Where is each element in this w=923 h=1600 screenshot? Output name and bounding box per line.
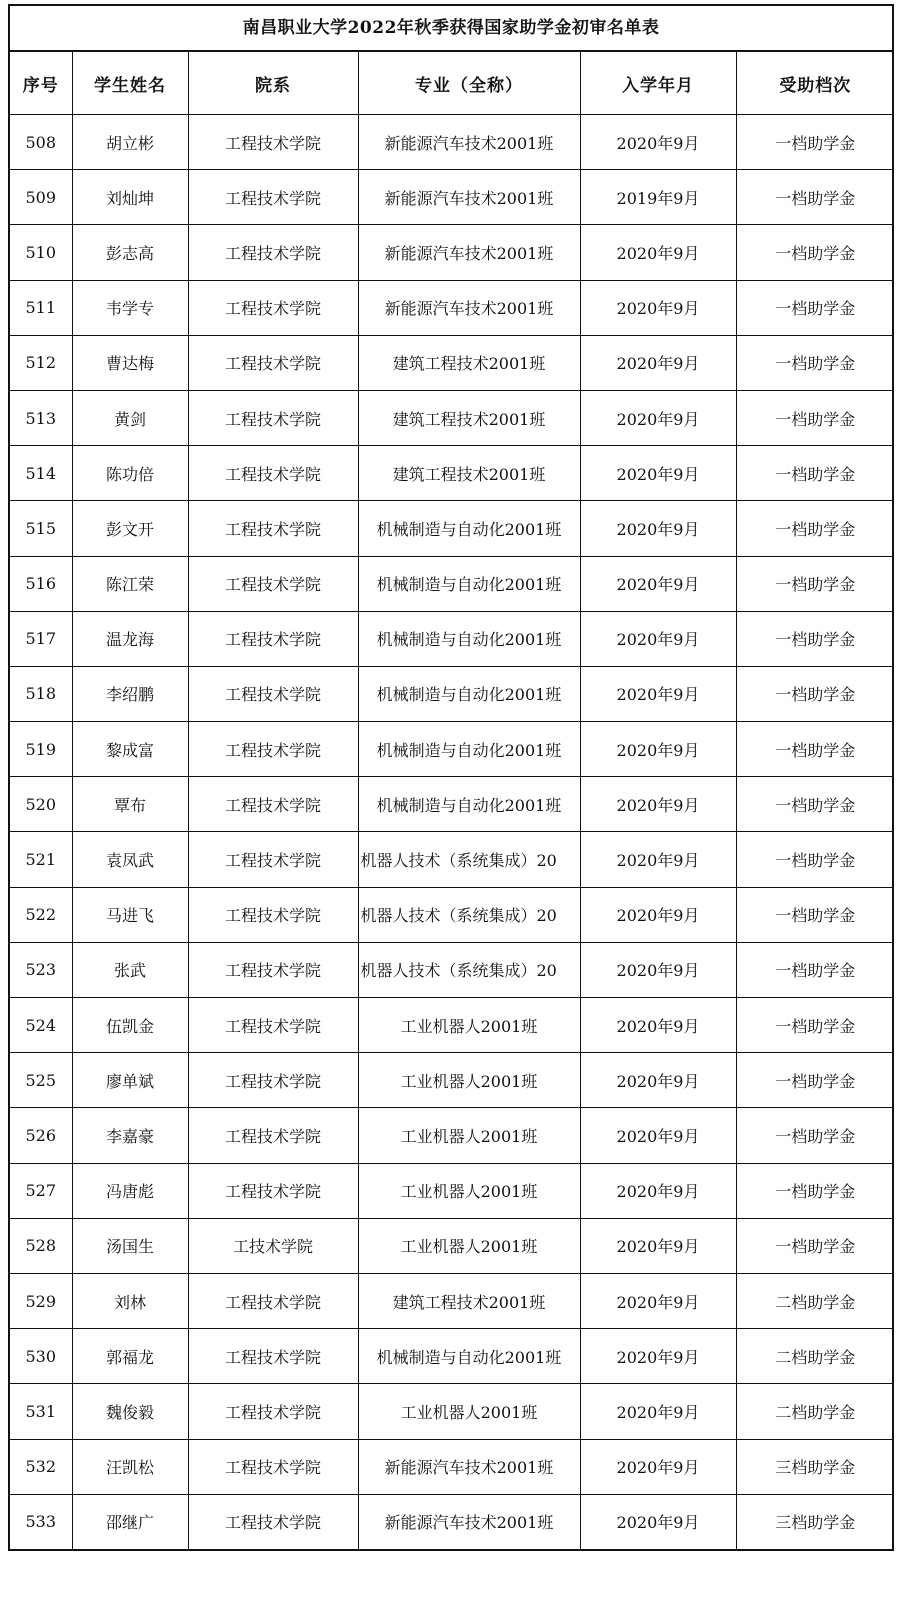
cell-enrollment-date: 2020年9月 xyxy=(580,115,736,170)
cell-student-name: 覃布 xyxy=(72,777,188,832)
cell-major: 机械制造与自动化2001班 xyxy=(358,556,580,611)
cell-department: 工程技术学院 xyxy=(188,1439,358,1494)
cell-department: 工程技术学院 xyxy=(188,501,358,556)
cell-index: 523 xyxy=(10,942,72,997)
cell-major: 建筑工程技术2001班 xyxy=(358,1273,580,1328)
cell-index: 529 xyxy=(10,1273,72,1328)
cell-index: 521 xyxy=(10,832,72,887)
cell-student-name: 彭文开 xyxy=(72,501,188,556)
cell-grant-level: 一档助学金 xyxy=(736,170,894,225)
table-row xyxy=(10,722,894,777)
cell-grant-level: 一档助学金 xyxy=(736,1218,894,1273)
cell-grant-level: 一档助学金 xyxy=(736,777,894,832)
cell-index: 509 xyxy=(10,170,72,225)
header-student-name: 学生姓名 xyxy=(72,52,188,115)
cell-enrollment-date: 2020年9月 xyxy=(580,942,736,997)
table-row xyxy=(10,280,894,335)
header-enrollment-date: 入学年月 xyxy=(580,52,736,115)
cell-grant-level: 二档助学金 xyxy=(736,1273,894,1328)
table-row xyxy=(10,556,894,611)
cell-major: 机械制造与自动化2001班 xyxy=(358,501,580,556)
cell-grant-level: 三档助学金 xyxy=(736,1494,894,1549)
roster-body xyxy=(10,115,894,1549)
cell-department: 工程技术学院 xyxy=(188,556,358,611)
document-title: 南昌职业大学2022年秋季获得国家助学金初审名单表 xyxy=(10,6,892,52)
cell-student-name: 张武 xyxy=(72,942,188,997)
cell-major: 机械制造与自动化2001班 xyxy=(358,611,580,666)
cell-grant-level: 一档助学金 xyxy=(736,1053,894,1108)
grant-roster-table xyxy=(10,52,894,1549)
cell-enrollment-date: 2020年9月 xyxy=(580,1108,736,1163)
table-row xyxy=(10,611,894,666)
cell-index: 513 xyxy=(10,390,72,445)
cell-enrollment-date: 2020年9月 xyxy=(580,1273,736,1328)
cell-major: 机械制造与自动化2001班 xyxy=(358,722,580,777)
cell-enrollment-date: 2020年9月 xyxy=(580,501,736,556)
table-row xyxy=(10,1218,894,1273)
table-row xyxy=(10,115,894,170)
cell-index: 518 xyxy=(10,666,72,721)
cell-enrollment-date: 2020年9月 xyxy=(580,280,736,335)
cell-grant-level: 一档助学金 xyxy=(736,390,894,445)
cell-department: 工程技术学院 xyxy=(188,1273,358,1328)
cell-major: 新能源汽车技术2001班 xyxy=(358,170,580,225)
cell-index: 515 xyxy=(10,501,72,556)
cell-student-name: 李绍鹏 xyxy=(72,666,188,721)
cell-grant-level: 一档助学金 xyxy=(736,942,894,997)
cell-major: 工业机器人2001班 xyxy=(358,1384,580,1439)
cell-index: 530 xyxy=(10,1329,72,1384)
cell-grant-level: 一档助学金 xyxy=(736,280,894,335)
cell-enrollment-date: 2020年9月 xyxy=(580,1439,736,1494)
table-row xyxy=(10,666,894,721)
cell-index: 520 xyxy=(10,777,72,832)
cell-grant-level: 一档助学金 xyxy=(736,225,894,280)
cell-student-name: 袁凤武 xyxy=(72,832,188,887)
cell-index: 511 xyxy=(10,280,72,335)
cell-enrollment-date: 2020年9月 xyxy=(580,390,736,445)
cell-enrollment-date: 2020年9月 xyxy=(580,611,736,666)
cell-department: 工程技术学院 xyxy=(188,225,358,280)
cell-enrollment-date: 2020年9月 xyxy=(580,1053,736,1108)
cell-major: 机械制造与自动化2001班 xyxy=(358,1329,580,1384)
cell-major: 建筑工程技术2001班 xyxy=(358,446,580,501)
cell-grant-level: 二档助学金 xyxy=(736,1384,894,1439)
cell-grant-level: 一档助学金 xyxy=(736,832,894,887)
cell-major: 新能源汽车技术2001班 xyxy=(358,115,580,170)
cell-index: 514 xyxy=(10,446,72,501)
cell-enrollment-date: 2020年9月 xyxy=(580,1218,736,1273)
cell-index: 531 xyxy=(10,1384,72,1439)
cell-department: 工程技术学院 xyxy=(188,446,358,501)
cell-department: 工程技术学院 xyxy=(188,1384,358,1439)
cell-grant-level: 一档助学金 xyxy=(736,501,894,556)
cell-grant-level: 一档助学金 xyxy=(736,666,894,721)
cell-grant-level: 三档助学金 xyxy=(736,1439,894,1494)
cell-student-name: 温龙海 xyxy=(72,611,188,666)
cell-enrollment-date: 2020年9月 xyxy=(580,722,736,777)
cell-enrollment-date: 2020年9月 xyxy=(580,1494,736,1549)
cell-department: 工程技术学院 xyxy=(188,998,358,1053)
cell-index: 525 xyxy=(10,1053,72,1108)
cell-student-name: 魏俊毅 xyxy=(72,1384,188,1439)
table-row xyxy=(10,1163,894,1218)
cell-grant-level: 一档助学金 xyxy=(736,1163,894,1218)
table-row xyxy=(10,1273,894,1328)
cell-department: 工程技术学院 xyxy=(188,115,358,170)
cell-student-name: 伍凯金 xyxy=(72,998,188,1053)
cell-enrollment-date: 2020年9月 xyxy=(580,1384,736,1439)
table-row xyxy=(10,1108,894,1163)
cell-grant-level: 一档助学金 xyxy=(736,998,894,1053)
cell-grant-level: 一档助学金 xyxy=(736,115,894,170)
cell-index: 533 xyxy=(10,1494,72,1549)
cell-department: 工技术学院 xyxy=(188,1218,358,1273)
cell-department: 工程技术学院 xyxy=(188,832,358,887)
cell-major: 建筑工程技术2001班 xyxy=(358,390,580,445)
cell-student-name: 郭福龙 xyxy=(72,1329,188,1384)
cell-department: 工程技术学院 xyxy=(188,1053,358,1108)
table-row xyxy=(10,1329,894,1384)
cell-grant-level: 一档助学金 xyxy=(736,446,894,501)
cell-enrollment-date: 2020年9月 xyxy=(580,998,736,1053)
table-row xyxy=(10,1053,894,1108)
cell-student-name: 汪凯松 xyxy=(72,1439,188,1494)
cell-index: 517 xyxy=(10,611,72,666)
table-row xyxy=(10,832,894,887)
cell-major: 机器人技术（系统集成）20 xyxy=(358,942,580,997)
cell-student-name: 曹达梅 xyxy=(72,335,188,390)
cell-student-name: 陈江荣 xyxy=(72,556,188,611)
cell-grant-level: 一档助学金 xyxy=(736,611,894,666)
cell-enrollment-date: 2020年9月 xyxy=(580,225,736,280)
cell-student-name: 廖单斌 xyxy=(72,1053,188,1108)
cell-department: 工程技术学院 xyxy=(188,887,358,942)
cell-enrollment-date: 2020年9月 xyxy=(580,1163,736,1218)
cell-grant-level: 二档助学金 xyxy=(736,1329,894,1384)
cell-department: 工程技术学院 xyxy=(188,335,358,390)
roster-sheet xyxy=(8,4,894,1551)
cell-student-name: 邵继广 xyxy=(72,1494,188,1549)
cell-student-name: 刘林 xyxy=(72,1273,188,1328)
cell-enrollment-date: 2020年9月 xyxy=(580,446,736,501)
cell-student-name: 陈功倍 xyxy=(72,446,188,501)
cell-student-name: 李嘉豪 xyxy=(72,1108,188,1163)
cell-department: 工程技术学院 xyxy=(188,1329,358,1384)
cell-department: 工程技术学院 xyxy=(188,1163,358,1218)
table-row xyxy=(10,225,894,280)
cell-major: 工业机器人2001班 xyxy=(358,1163,580,1218)
cell-department: 工程技术学院 xyxy=(188,666,358,721)
cell-index: 508 xyxy=(10,115,72,170)
cell-major: 机器人技术（系统集成）20 xyxy=(358,832,580,887)
table-row xyxy=(10,1439,894,1494)
cell-student-name: 胡立彬 xyxy=(72,115,188,170)
cell-department: 工程技术学院 xyxy=(188,942,358,997)
header-row xyxy=(10,52,894,115)
cell-index: 510 xyxy=(10,225,72,280)
header-department: 院系 xyxy=(188,52,358,115)
header-major: 专业（全称） xyxy=(358,52,580,115)
cell-major: 工业机器人2001班 xyxy=(358,1053,580,1108)
table-row xyxy=(10,942,894,997)
cell-index: 527 xyxy=(10,1163,72,1218)
table-row xyxy=(10,335,894,390)
cell-department: 工程技术学院 xyxy=(188,1494,358,1549)
header-index: 序号 xyxy=(10,52,72,115)
cell-major: 机械制造与自动化2001班 xyxy=(358,666,580,721)
table-row xyxy=(10,887,894,942)
cell-enrollment-date: 2020年9月 xyxy=(580,887,736,942)
cell-student-name: 彭志高 xyxy=(72,225,188,280)
cell-major: 机械制造与自动化2001班 xyxy=(358,777,580,832)
cell-student-name: 黎成富 xyxy=(72,722,188,777)
cell-student-name: 马进飞 xyxy=(72,887,188,942)
cell-grant-level: 一档助学金 xyxy=(736,556,894,611)
cell-grant-level: 一档助学金 xyxy=(736,887,894,942)
cell-enrollment-date: 2020年9月 xyxy=(580,832,736,887)
cell-major: 新能源汽车技术2001班 xyxy=(358,1494,580,1549)
cell-student-name: 汤国生 xyxy=(72,1218,188,1273)
cell-department: 工程技术学院 xyxy=(188,1108,358,1163)
cell-index: 519 xyxy=(10,722,72,777)
cell-major: 工业机器人2001班 xyxy=(358,998,580,1053)
cell-index: 524 xyxy=(10,998,72,1053)
cell-student-name: 刘灿坤 xyxy=(72,170,188,225)
cell-grant-level: 一档助学金 xyxy=(736,1108,894,1163)
cell-enrollment-date: 2020年9月 xyxy=(580,777,736,832)
cell-major: 新能源汽车技术2001班 xyxy=(358,225,580,280)
cell-department: 工程技术学院 xyxy=(188,390,358,445)
cell-department: 工程技术学院 xyxy=(188,611,358,666)
cell-major: 机器人技术（系统集成）20 xyxy=(358,887,580,942)
cell-grant-level: 一档助学金 xyxy=(736,335,894,390)
cell-index: 526 xyxy=(10,1108,72,1163)
cell-major: 工业机器人2001班 xyxy=(358,1108,580,1163)
table-row xyxy=(10,1384,894,1439)
cell-index: 528 xyxy=(10,1218,72,1273)
cell-index: 532 xyxy=(10,1439,72,1494)
table-row xyxy=(10,1494,894,1549)
table-row xyxy=(10,998,894,1053)
cell-major: 建筑工程技术2001班 xyxy=(358,335,580,390)
cell-department: 工程技术学院 xyxy=(188,170,358,225)
cell-student-name: 韦学专 xyxy=(72,280,188,335)
cell-student-name: 黄剑 xyxy=(72,390,188,445)
cell-department: 工程技术学院 xyxy=(188,777,358,832)
cell-student-name: 冯唐彪 xyxy=(72,1163,188,1218)
cell-department: 工程技术学院 xyxy=(188,280,358,335)
table-row xyxy=(10,501,894,556)
cell-index: 516 xyxy=(10,556,72,611)
cell-department: 工程技术学院 xyxy=(188,722,358,777)
cell-major: 新能源汽车技术2001班 xyxy=(358,1439,580,1494)
cell-index: 512 xyxy=(10,335,72,390)
cell-index: 522 xyxy=(10,887,72,942)
cell-major: 工业机器人2001班 xyxy=(358,1218,580,1273)
cell-enrollment-date: 2020年9月 xyxy=(580,1329,736,1384)
table-row xyxy=(10,390,894,445)
cell-enrollment-date: 2019年9月 xyxy=(580,170,736,225)
cell-enrollment-date: 2020年9月 xyxy=(580,556,736,611)
cell-major: 新能源汽车技术2001班 xyxy=(358,280,580,335)
header-grant-level: 受助档次 xyxy=(736,52,894,115)
cell-grant-level: 一档助学金 xyxy=(736,722,894,777)
table-row xyxy=(10,777,894,832)
cell-enrollment-date: 2020年9月 xyxy=(580,666,736,721)
table-row xyxy=(10,446,894,501)
cell-enrollment-date: 2020年9月 xyxy=(580,335,736,390)
table-row xyxy=(10,170,894,225)
